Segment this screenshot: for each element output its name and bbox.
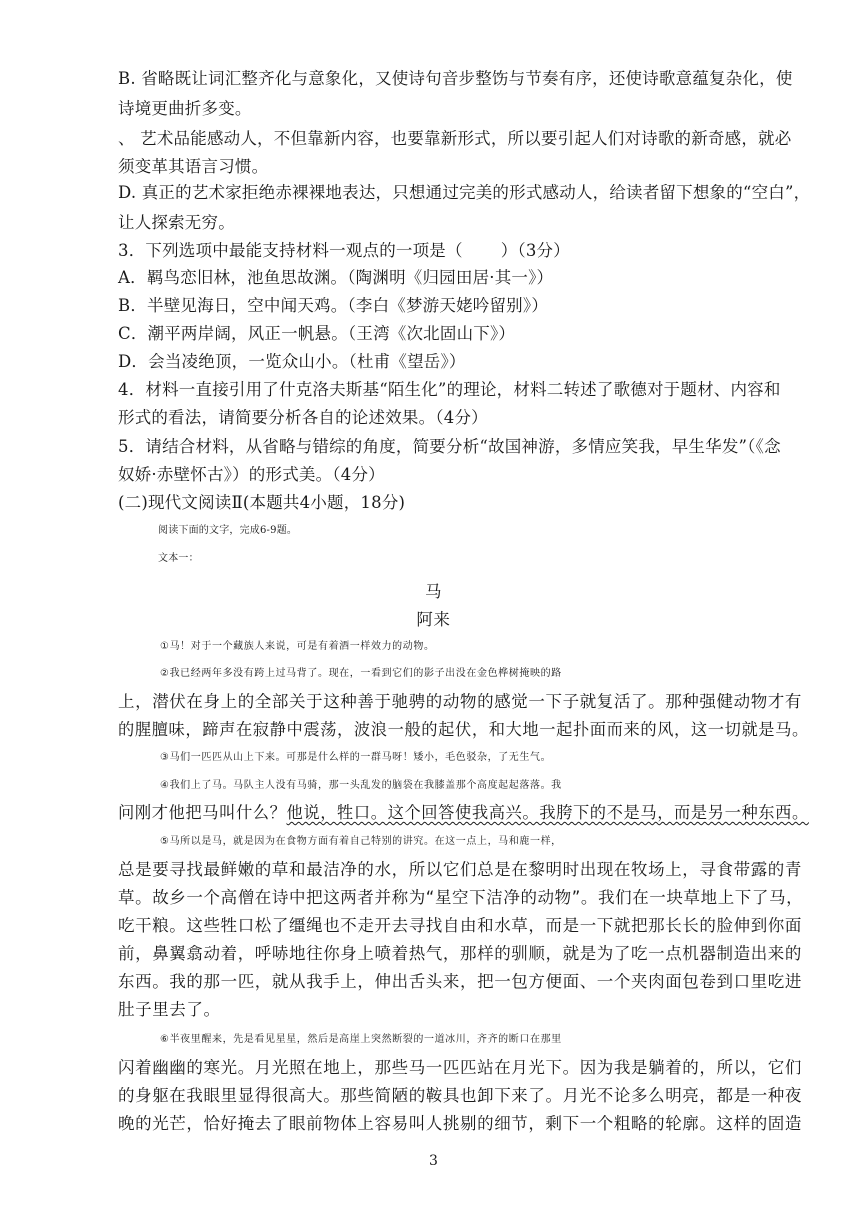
question-4-line2: 形式的看法，请简要分析各自的论述效果。（4分） bbox=[118, 408, 488, 427]
option-d-line1: D. 真正的艺术家拒绝赤裸裸地表达，只想通过完美的形式感动人，给读者留下想象的“空白”， bbox=[118, 183, 811, 202]
underlined-sentence: 他说，牲口。这个回答使我高兴。我胯下的不是马，而是另一种东西。 bbox=[286, 803, 809, 822]
paragraph-4-line2-start: 问刚才他把马叫什么？ bbox=[118, 803, 287, 822]
paragraph-1: ①马！对于一个藏族人来说，可是有着酒一样效力的动物。 bbox=[160, 641, 435, 652]
article-author: 阿来 bbox=[416, 610, 451, 629]
question-3-stem-text: 3．下列选项中最能支持材料一观点的一项是（ bbox=[118, 241, 463, 260]
section-heading: (二)现代文阅读Ⅱ(本题共4小题，18分) bbox=[118, 493, 406, 512]
paragraph-2-line3: 的腥膻味，蹄声在寂静中震荡，波浪一般的起伏，和大地一起扑面而来的风，这一切就是马。 bbox=[118, 720, 809, 739]
page-number: 3 bbox=[429, 1153, 438, 1169]
paragraph-5-line3: 草。故乡一个高僧在诗中把这两者并称为“星空下洁净的动物”。我们在一块草地上下了马， bbox=[118, 888, 804, 907]
paragraph-5-line1: ⑤马所以是马，就是因为在食物方面有着自己特别的讲究。在这一点上，马和鹿一样， bbox=[160, 836, 562, 847]
paragraph-6-line4: 晚的光芒，恰好掩去了眼前物体上容易叫人挑剔的细节，剩下一个粗略的轮廓。这样的固造 bbox=[118, 1114, 802, 1133]
paragraph-5-line6: 东西。我的那一匹，就从我手上，伸出舌头来，把一包方便面、一个夹肉面包卷到口里吃进 bbox=[118, 972, 802, 991]
question-3-option-d: D．会当凌绝顶，一览众山小。（杜甫《望岳》） bbox=[118, 352, 466, 371]
paragraph-5-line7: 肚子里去了。 bbox=[118, 1000, 221, 1019]
paragraph-6-line3: 的身躯在我眼里显得很高大。那些简陋的鞍具也卸下来了。月光不论多么明亮，都是一种夜 bbox=[118, 1086, 802, 1105]
paragraph-6-line2: 闪着幽幽的寒光。月光照在地上，那些马一匹匹站在月光下。因为我是躺着的，所以，它们 bbox=[118, 1058, 802, 1077]
paragraph-5-line2: 总是要寻找最鲜嫩的草和最洁净的水，所以它们总是在黎明时出现在牧场上，寻食带露的青 bbox=[118, 860, 802, 879]
paragraph-6-line1: ⑥半夜里醒来，先是看见星星，然后是高崖上突然断裂的一道冰川，齐齐的断口在那里 bbox=[160, 1034, 562, 1045]
question-3-option-c: C．潮平两岸阔，风正一帆悬。（王湾《次北固山下》） bbox=[118, 324, 516, 343]
question-5-line1: 5．请结合材料，从省略与错综的角度，简要分析“故国神游，多情应笑我，早生华发”（《念 bbox=[118, 437, 781, 456]
question-3-score: ）（3分） bbox=[500, 241, 570, 260]
option-b-line2: 诗境更曲折多变。 bbox=[118, 99, 252, 118]
paragraph-4-line2 bbox=[118, 802, 809, 824]
question-3-option-b: B．半壁见海日，空中闻天鸡。（李白《梦游天姥吟留别》） bbox=[118, 296, 549, 315]
paragraph-5-line4: 吃干粮。这些牲口松了缰绳也不走开去寻找自由和水草，而是一下就把那长长的脸伸到你面 bbox=[118, 916, 802, 935]
paragraph-2-line1: ②我已经两年多没有跨上过马背了。现在，一看到它们的影子出没在金色桦树掩映的路 bbox=[160, 668, 562, 679]
question-3-option-a: A．羁鸟恋旧林，池鱼思故渊。（陶渊明《归园田居·其一》） bbox=[118, 268, 554, 287]
option-c-line1: 、 艺术品能感动人，不但靠新内容，也要靠新形式，所以要引起人们对诗歌的新奇感，就必 bbox=[118, 129, 792, 148]
option-b-line1: B. 省略既让词汇整齐化与意象化，又使诗句音步整饬与节奏有序，还使诗歌意蕴复杂化，使 bbox=[118, 69, 793, 88]
option-c-line2: 须变革其语言习惯。 bbox=[118, 157, 269, 176]
article-title: 马 bbox=[424, 582, 443, 601]
section-instruction: 阅读下面的文字，完成6-9题。 bbox=[158, 525, 298, 536]
paragraph-4-line1: ④我们上了马。马队主人没有马骑，那一头乱发的脑袋在我膝盖那个高度起起落落。我 bbox=[160, 780, 562, 791]
paragraph-2-line2: 上，潜伏在身上的全部关于这种善于驰骋的动物的感觉一下子就复活了。那种强健动物才有 bbox=[118, 692, 802, 711]
option-d-line2: 让人探索无穷。 bbox=[118, 213, 235, 232]
question-4-line1: 4．材料一直接引用了什克洛夫斯基“陌生化”的理论，材料二转述了歌德对于题材、内容和 bbox=[118, 380, 781, 399]
paragraph-3: ③马们一匹匹从山上下来。可那是什么样的一群马呀！矮小，毛色驳杂，了无生气。 bbox=[160, 752, 552, 763]
question-5-line2: 奴娇·赤壁怀古》）的形式美。（4分） bbox=[118, 465, 385, 484]
question-3-stem bbox=[118, 240, 798, 262]
text-label: 文本一： bbox=[158, 553, 199, 564]
paragraph-5-line5: 前，鼻翼翕动着，呼哧地往你身上喷着热气，那样的驯顺，就是为了吃一点机器制造出来的 bbox=[118, 944, 802, 963]
